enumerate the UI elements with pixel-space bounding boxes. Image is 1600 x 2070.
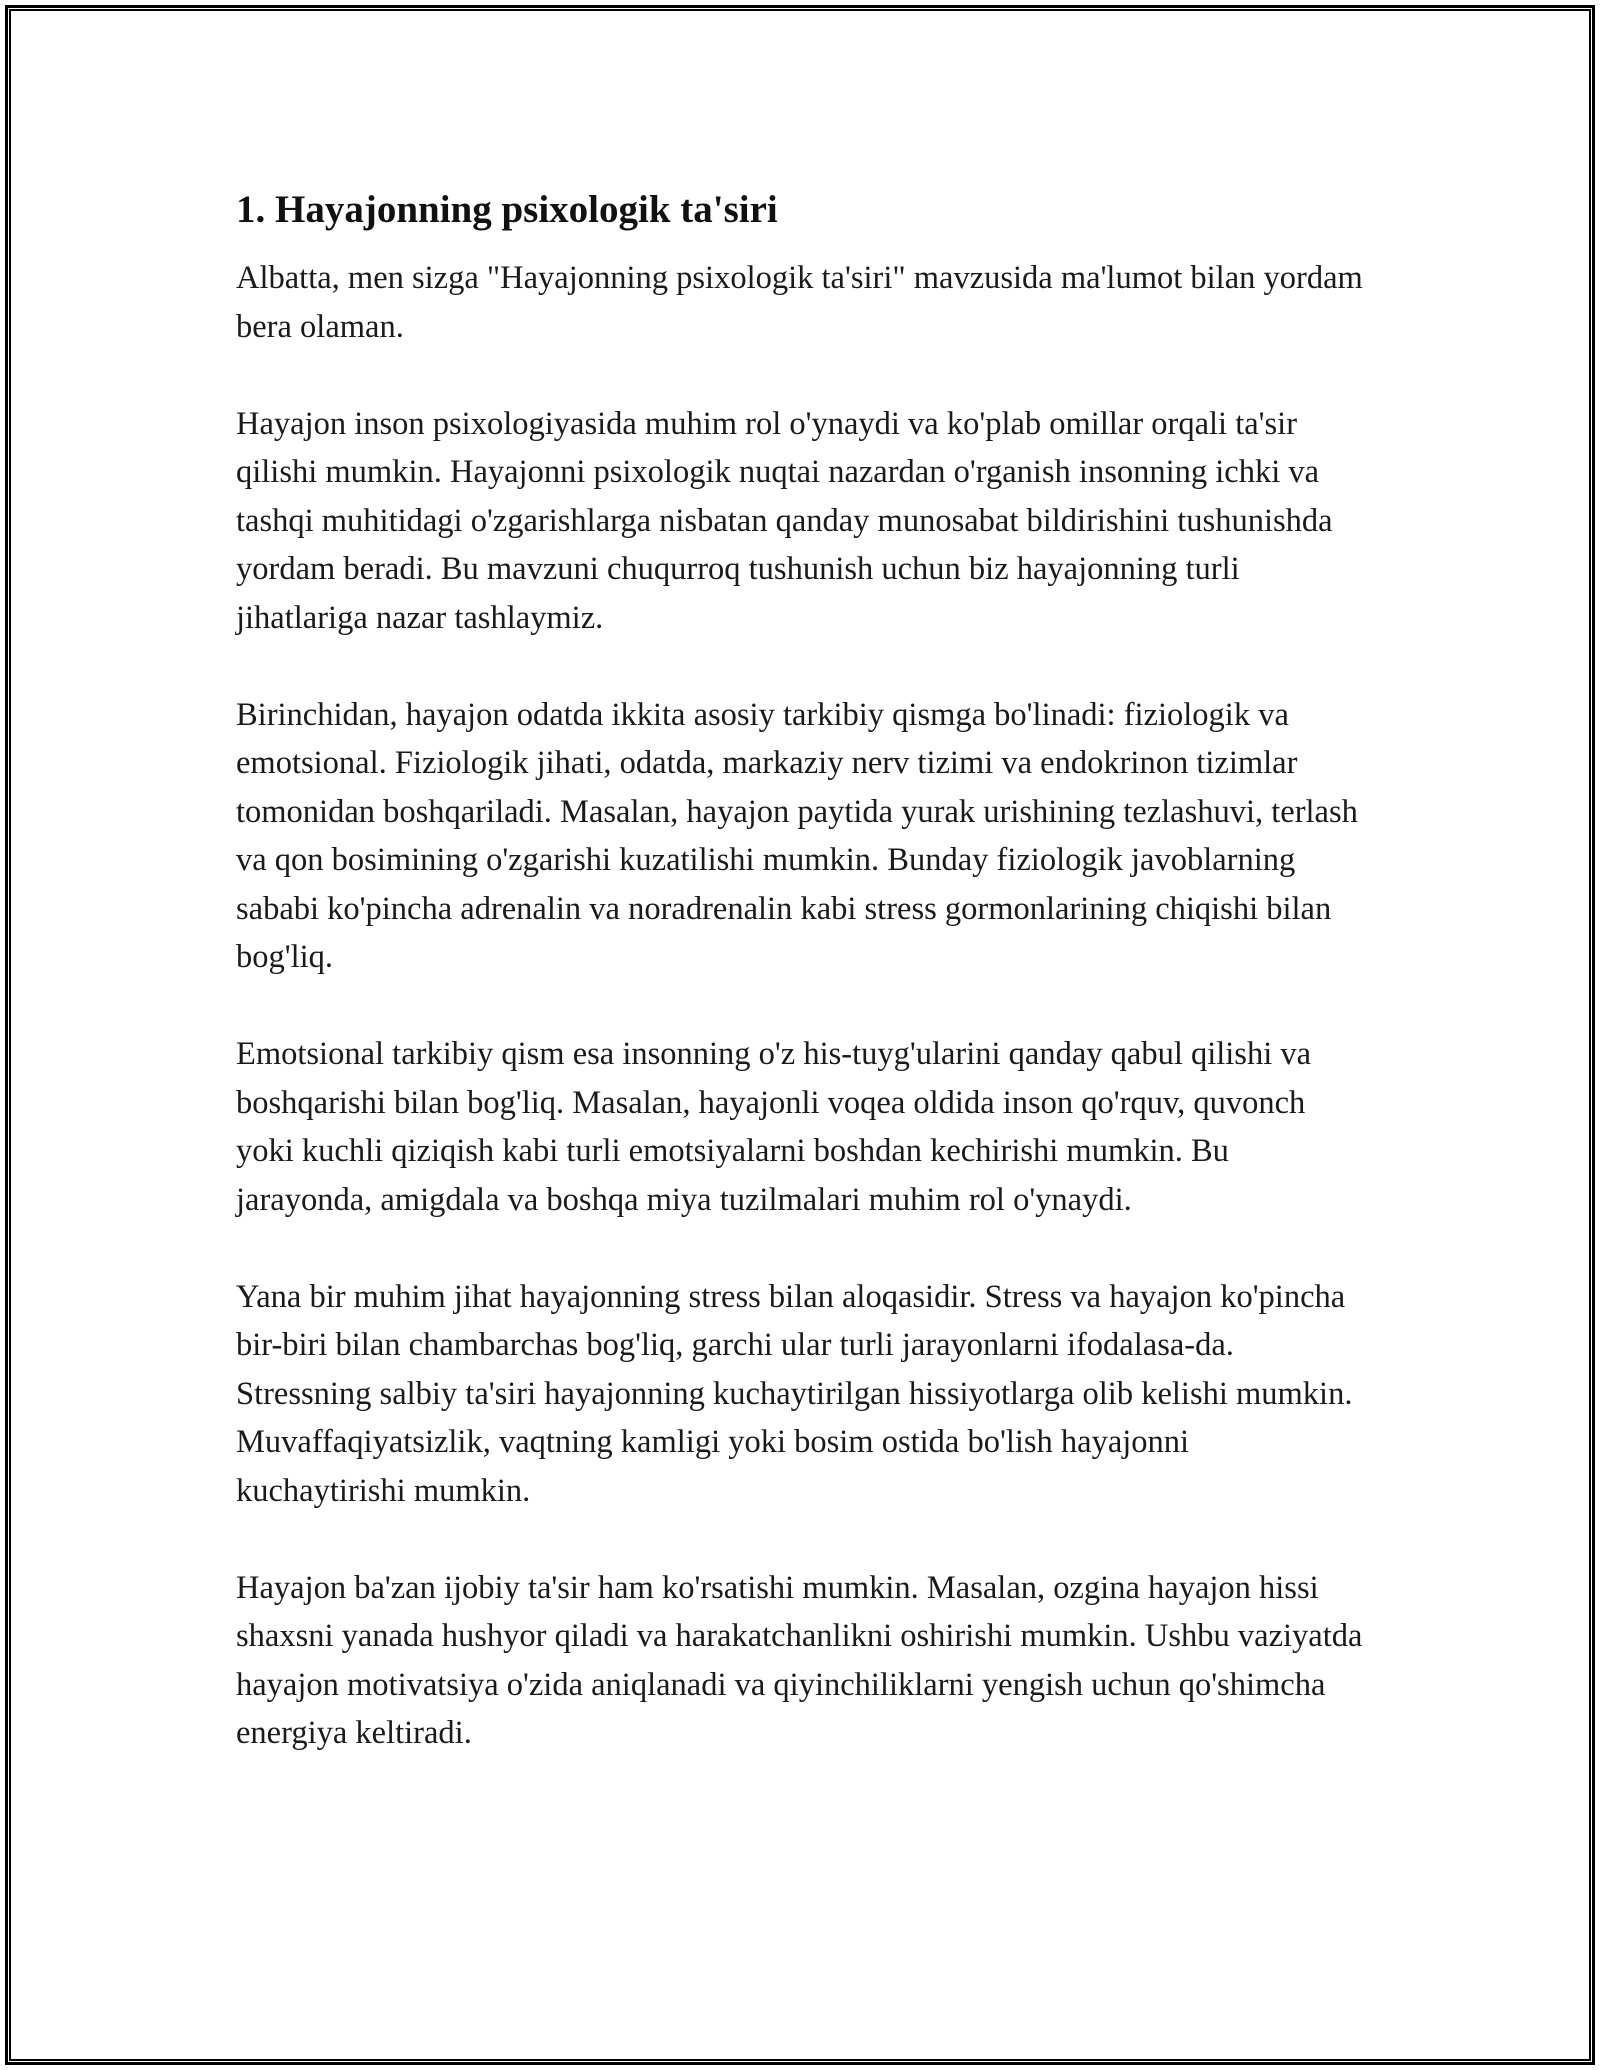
paragraph-intro: Albatta, men sizga "Hayajonning psixologik ta'siri" mavzusida ma'lumot bilan yordam bera olaman. <box>236 260 1363 345</box>
paragraph-components: Birinchidan, hayajon odatda ikkita asosiy tarkibiy qismga bo'linadi: fiziologik va emotsional. Fiziologik jihati, odatda, markaziy nerv tizimi va endokrinon tizimlar tomonidan boshqariladi. Masalan, hayajon paytida yurak urishining tezlashuvi, terlash va qon bosimining o'zgarishi kuzatilishi mumkin. Bunday fiziologik javoblarning sababi ko'pincha adrenalin va noradrenalin kabi stress gormonlarining chiqishi bilan bog'liq. <box>236 696 1358 975</box>
paragraph-positive: Hayajon ba'zan ijobiy ta'sir ham ko'rsatishi mumkin. Masalan, ozgina hayajon hissi shaxsni yanada hushyor qiladi va harakatchanlikni oshirishi mumkin. Ushbu vaziyatda hayajon motivatsiya o'zida aniqlanadi va qiyinchiliklarni yengish uchun qo'shimcha energiya keltiradi. <box>236 1569 1363 1751</box>
paragraph-emotional: Emotsional tarkibiy qism esa insonning o'z his-tuyg'ularini qanday qabul qilishi va boshqarishi bilan bog'liq. Masalan, hayajonli voqea oldida inson qo'rquv, quvonch yoki kuchli qiziqish kabi turli emotsiyalarni boshdan kechirishi mumkin. Bu jarayonda, amigdala va boshqa miya tuzilmalari muhim rol o'ynaydi. <box>236 1036 1312 1218</box>
paragraph-overview: Hayajon inson psixologiyasida muhim rol o'ynaydi va ko'plab omillar orqali ta'sir qilishi mumkin. Hayajonni psixologik nuqtai nazardan o'rganish insonning ichki va tashqi muhitidagi o'zgarishlarga nisbatan qanday munosabat bildirishini tushunishda yordam beradi. Bu mavzuni chuqurroq tushunish uchun biz hayajonning turli jihatlariga nazar tashlaymiz. <box>236 405 1333 636</box>
document-title: 1. Hayajonning psixologik ta'siri <box>236 188 778 231</box>
document-page <box>236 184 1366 1806</box>
paragraph-stress: Yana bir muhim jihat hayajonning stress bilan aloqasidir. Stress va hayajon ko'pincha bir-biri bilan chambarchas bog'liq, garchi ular turli jarayonlarni ifodalasa-da. Stressning salbiy ta'siri hayajonning kuchaytirilgan hissiyotlarga olib kelishi mumkin. Muvaffaqiyatsizlik, vaqtning kamligi yoki bosim ostida bo'lish hayajonni kuchaytirishi mumkin. <box>236 1278 1353 1509</box>
